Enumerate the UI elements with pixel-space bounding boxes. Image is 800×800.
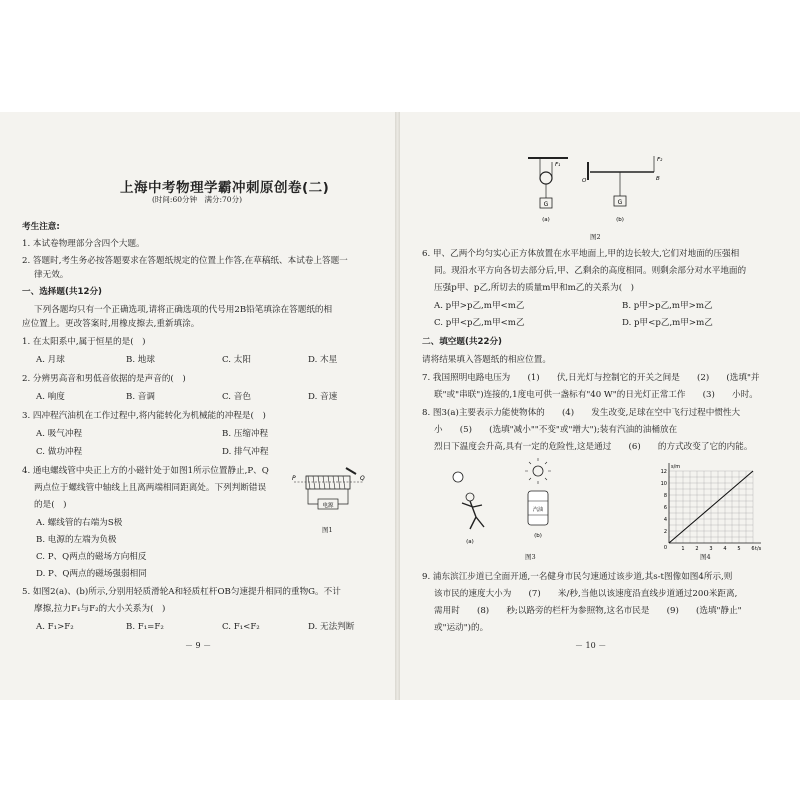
q4-option-c: C. P、Q两点的磁场方向相反	[36, 552, 147, 562]
figure-1-caption: 图1	[322, 526, 333, 534]
question-7-cont: 联"或"串联")连接的,1度电可供一盏标有"40 W"的日光灯正常工作 (3) 小时。	[434, 390, 758, 400]
q1-option-c: C. 太阳	[222, 355, 251, 365]
pivot-o-label: O	[582, 178, 587, 184]
notice-heading: 考生注意:	[22, 222, 60, 232]
figure-3b-label: (b)	[534, 533, 542, 539]
page-number-right: － 10 －	[575, 641, 607, 650]
q4-option-d: D. P、Q两点的磁场强弱相同	[36, 569, 147, 579]
force-f2-label: F₂	[657, 157, 663, 163]
y-tick-label: 10	[660, 481, 667, 487]
section-1-heading: 一、选择题(共12分)	[22, 287, 102, 297]
section-2-heading: 二、填空题(共22分)	[422, 337, 502, 347]
x-tick-label: 4	[723, 546, 727, 552]
question-3: 3. 四冲程汽油机在工作过程中,将内能转化为机械能的冲程是( )	[22, 411, 266, 421]
q3-option-a: A. 吸气冲程	[36, 429, 83, 439]
figure-2a-label: (a)	[542, 217, 550, 223]
left-page	[0, 112, 395, 700]
y-tick-label: 12	[660, 469, 667, 475]
q6-option-b: B. p甲>p乙,m甲>m乙	[622, 301, 713, 311]
question-9: 9. 浦东滨江步道已全面开通,一名健身市民匀速通过该步道,其s-t图像如图4所示,则	[422, 572, 733, 582]
question-7: 7. 我国照明电路电压为 (1) 伏,日光灯与控制它的开关之间是 (2) (选填"并	[422, 373, 760, 383]
figure-2b-label: (b)	[616, 217, 624, 223]
figure-1-solenoid	[288, 462, 368, 522]
q1-option-b: B. 地球	[126, 355, 155, 365]
page-number-left: － 9 －	[185, 641, 212, 650]
question-4-cont-2: 的是( )	[34, 500, 67, 510]
y-tick-label: 4	[663, 517, 667, 523]
point-p-label: P	[292, 475, 296, 482]
x-axis-label: t/s	[755, 546, 762, 552]
figure-3	[440, 457, 570, 547]
q6-option-d: D. p甲<p乙,m甲>m乙	[622, 318, 713, 328]
q6-option-a: A. p甲>p乙,m甲<m乙	[434, 301, 525, 311]
power-source-label: 电源	[322, 503, 334, 509]
notice-item-1: 1. 本试卷物理部分含四个大题。	[22, 239, 145, 249]
q3-option-c: C. 做功冲程	[36, 447, 83, 457]
x-tick-label: 6	[751, 546, 755, 552]
q1-option-a: A. 月球	[36, 355, 65, 365]
sun-rays	[525, 458, 551, 484]
x-tick-label: 2	[695, 546, 699, 552]
origin-label: 0	[663, 545, 667, 551]
y-tick-label: 2	[663, 529, 667, 535]
sun-icon	[533, 466, 543, 476]
x-tick-label: 1	[681, 546, 685, 552]
figure-2-pulley-lever	[518, 152, 668, 227]
x-tick-label: 5	[737, 546, 741, 552]
figure-4-st-graph	[655, 457, 770, 557]
question-5-cont: 摩擦,拉力F₁与F₂的大小关系为( )	[34, 604, 166, 614]
q6-option-c: C. p甲<p乙,m甲<m乙	[434, 318, 525, 328]
question-8-cont-2: 烈日下温度会升高,具有一定的危险性,这是通过 (6) 的方式改变了它的内能。	[434, 442, 753, 452]
q5-option-a: A. F₁>F₂	[36, 622, 74, 632]
question-2: 2. 分辨男高音和男低音依据的是声音的( )	[22, 374, 186, 384]
solenoid-coils	[308, 476, 345, 489]
question-9-cont-2: 需用时 (8) 秒;以路旁的栏杆为参照物,这名市民是 (9) (选填"静止"	[434, 606, 742, 616]
notice-item-2-cont: 律无效。	[34, 270, 69, 280]
figure-2-caption: 图2	[590, 233, 601, 241]
question-5: 5. 如图2(a)、(b)所示,分别用轻质滑轮A和轻质杠杆OB匀速提升相同的重物G。不计	[22, 587, 341, 597]
figure-3a-label: (a)	[466, 539, 474, 545]
oil-drum-label: 汽油	[532, 507, 544, 513]
exam-subtitle: (时间:60分钟 满分:70分)	[152, 195, 242, 204]
question-9-cont: 该市民的速度大小为 (7) 米/秒,当他以该速度沿直线步道通过200米距离,	[434, 589, 738, 599]
point-q-label: Q	[360, 475, 365, 482]
q1-option-d: D. 木星	[308, 355, 338, 365]
exam-spread	[0, 112, 800, 700]
q2-option-a: A. 响度	[36, 392, 65, 402]
pulley-wheel-icon	[540, 172, 552, 184]
section-2-instructions: 请将结果填入答题纸的相应位置。	[422, 355, 551, 365]
q4-option-b: B. 电源的左端为负极	[36, 535, 117, 545]
q2-option-c: C. 音色	[222, 392, 251, 402]
y-tick-label: 8	[663, 493, 667, 499]
question-4: 4. 通电螺线管中央正上方的小磁针处于如图1所示位置静止,P、Q	[22, 466, 269, 476]
question-1: 1. 在太阳系中,属于恒星的是( )	[22, 337, 146, 347]
section-1-instructions: 下列各题均只有一个正确选项,请将正确选项的代号用2B铅笔填涂在答题纸的相	[34, 305, 333, 315]
question-6-cont: 同。现沿水平方向各切去部分后,甲、乙剩余的高度相同。则剩余部分对水平地面的	[434, 266, 747, 276]
q5-option-c: C. F₁<F₂	[222, 622, 260, 632]
q4-option-a: A. 螺线管的右端为S极	[36, 518, 123, 528]
right-page	[400, 112, 800, 700]
notice-item-2: 2. 答题时,考生务必按答题要求在答题纸规定的位置上作答,在草稿纸、本试卷上答题一	[22, 256, 348, 266]
q3-option-b: B. 压缩冲程	[222, 429, 269, 439]
q2-option-d: D. 音速	[308, 392, 338, 402]
point-b-label: B	[656, 176, 660, 182]
q5-option-b: B. F₁=F₂	[126, 622, 164, 632]
force-f1-label: F₁	[555, 162, 561, 168]
q3-option-d: D. 排气冲程	[222, 447, 269, 457]
question-9-cont-3: 或"运动")的。	[434, 623, 489, 633]
q5-option-d: D. 无法判断	[308, 622, 355, 632]
weight-a-label: G	[543, 201, 549, 208]
question-6: 6. 甲、乙两个均匀实心正方体放置在水平地面上,甲的边长较大,它们对地面的压强相	[422, 249, 740, 259]
compass-needle-icon	[346, 468, 356, 474]
player-figure-icon	[462, 501, 484, 529]
player-head	[466, 493, 474, 501]
exam-title: 上海中考物理学霸冲刺原创卷(二)	[120, 180, 330, 196]
question-8: 8. 图3(a)主要表示力能使物体的 (4) 发生改变,足球在空中飞行过程中惯性大	[422, 408, 741, 418]
weight-b-label: G	[617, 199, 623, 206]
y-axis-label: s/m	[671, 464, 681, 470]
x-tick-label: 3	[709, 546, 713, 552]
section-1-instructions-cont: 应位置上。更改答案时,用橡皮擦去,重新填涂。	[22, 319, 200, 329]
figure-3-caption: 图3	[525, 553, 536, 561]
question-4-cont: 两点位于螺线管中轴线上且离两端相同距离处。下列判断错误	[34, 483, 267, 493]
y-tick-label: 6	[663, 505, 667, 511]
football-icon	[453, 472, 463, 482]
q2-option-b: B. 音调	[126, 392, 155, 402]
question-8-cont: 小 (5) (选填"减小""不变"或"增大");装有汽油的油桶放在	[434, 425, 678, 435]
figure-4-caption: 图4	[700, 553, 711, 561]
question-6-cont-2: 压强p甲、p乙,所切去的质量m甲和m乙的关系为( )	[434, 283, 635, 293]
